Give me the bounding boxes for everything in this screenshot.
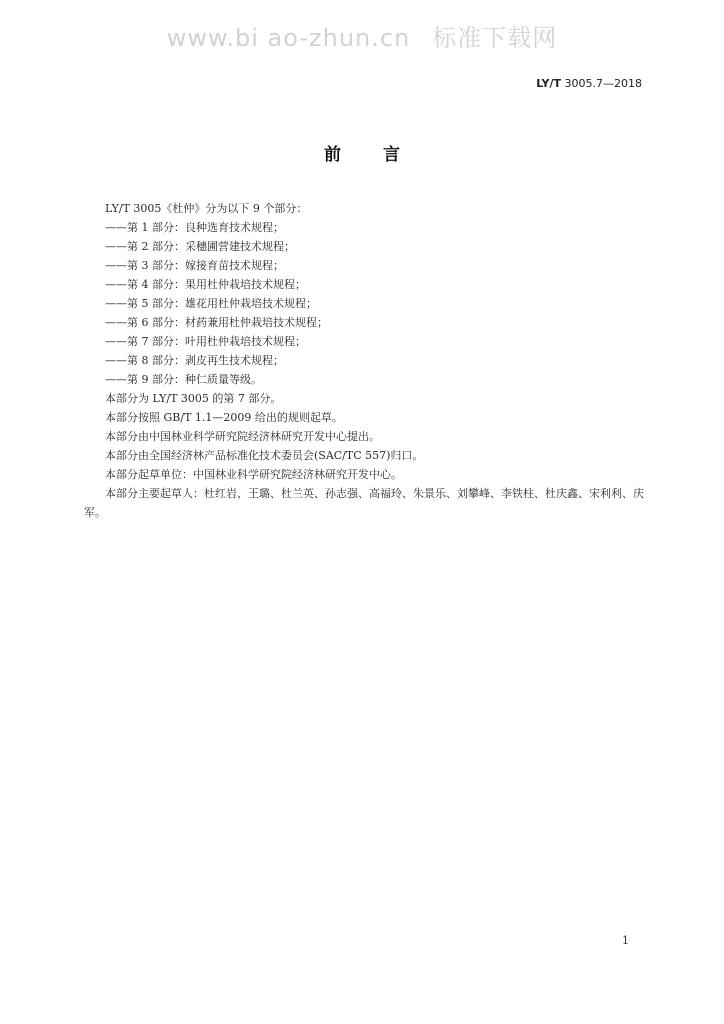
part-item: ——第 7 部分：叶用杜仲栽培技术规程；	[105, 335, 306, 348]
part-item: ——第 2 部分：采穗圃营建技术规程；	[105, 240, 295, 253]
part-item: ——第 6 部分：材药兼用杜仲栽培技术规程；	[105, 316, 328, 329]
foreword-body	[84, 199, 646, 522]
part-item: ——第 9 部分：种仁质量等级。	[105, 373, 262, 386]
part-item: ——第 4 部分：果用杜仲栽培技术规程；	[105, 278, 306, 291]
part-item: ——第 8 部分：剥皮再生技术规程；	[105, 354, 284, 367]
part-item: ——第 3 部分：嫁接育苗技术规程；	[105, 259, 284, 272]
standard-code	[536, 77, 642, 90]
drafters-paragraph: 本部分主要起草人：杜红岩、王璐、杜兰英、孙志强、高福玲、朱景乐、刘攀峰、李铁柱、杜庆鑫、宋利利、庆军。	[84, 487, 644, 519]
watermark	[0, 18, 724, 53]
part-item: ——第 1 部分：良种选育技术规程；	[105, 221, 284, 234]
paragraph: 本部分为 LY/T 3005 的第 7 部分。	[105, 392, 282, 405]
watermark-url: www.bi ao-zhun.cn	[166, 24, 411, 52]
page-number: 1	[622, 934, 629, 947]
page-title: 前言	[324, 145, 442, 165]
paragraph: 本部分起草单位：中国林业科学研究院经济林研究开发中心。	[105, 468, 402, 481]
intro-line: LY/T 3005《杜仲》分为以下 9 个部分：	[105, 202, 308, 215]
standard-prefix: LY/T	[536, 77, 562, 90]
watermark-site-name: 标准下载网	[432, 24, 558, 52]
standard-number: 3005.7—2018	[564, 77, 642, 90]
part-item: ——第 5 部分：雄花用杜仲栽培技术规程；	[105, 297, 317, 310]
paragraph: 本部分由中国林业科学研究院经济林研究开发中心提出。	[105, 430, 380, 443]
paragraph: 本部分由全国经济林产品标准化技术委员会(SAC/TC 557)归口。	[105, 449, 424, 462]
paragraph: 本部分按照 GB/T 1.1—2009 给出的规则起草。	[105, 411, 343, 424]
